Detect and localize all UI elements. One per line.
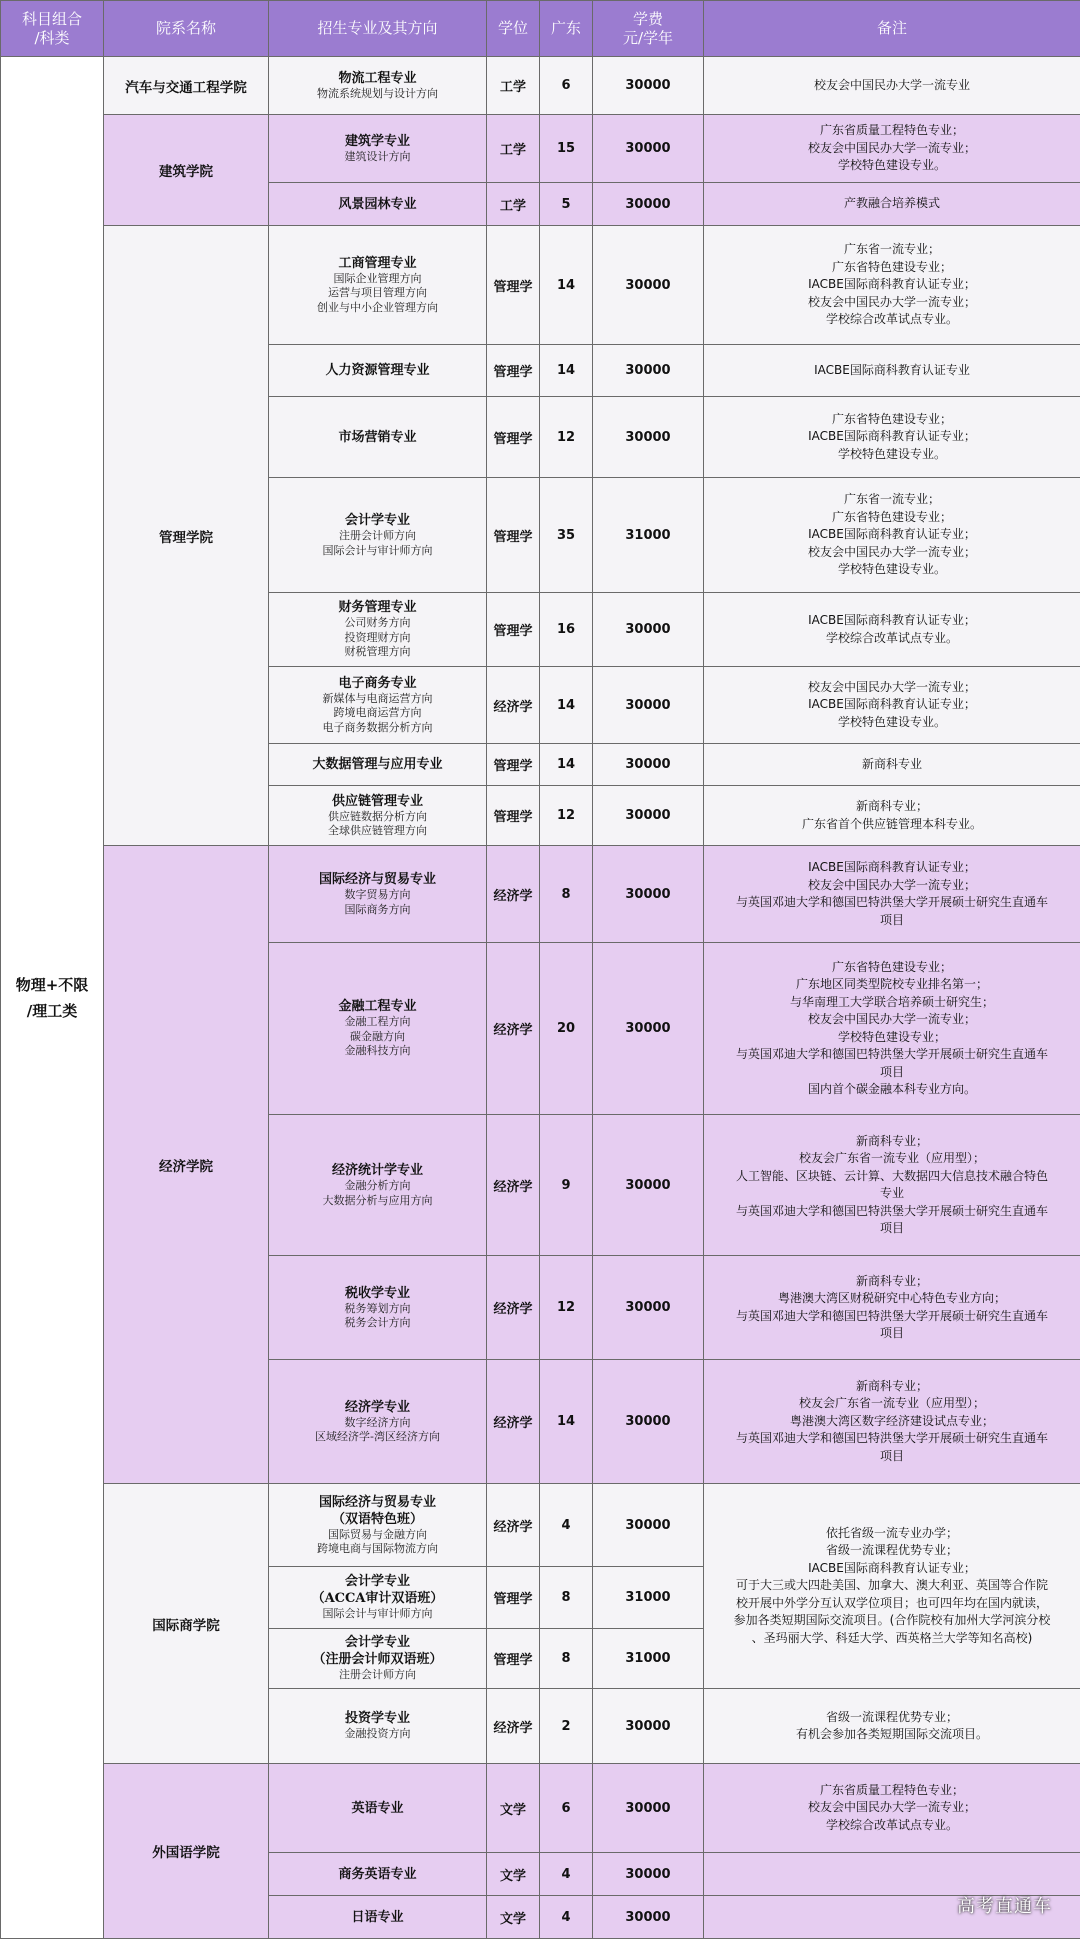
fee-cell: 31000 (593, 478, 704, 593)
remark-line: 广东省一流专业； (708, 491, 1076, 509)
major-direction: 国际企业管理方向 (273, 272, 482, 287)
remark-line: IACBE国际商科教育认证专业； (708, 696, 1076, 714)
major-name: 国际经济与贸易专业 （双语特色班） (273, 1494, 482, 1528)
major-cell (269, 345, 487, 397)
major-direction: 数字经济方向 (273, 1416, 482, 1431)
major-name: 商务英语专业 (273, 1866, 482, 1883)
remark-line: 广东省首个供应链管理本科专业。 (708, 816, 1076, 834)
remark-line: 校友会广东省一流专业（应用型）； (708, 1395, 1076, 1413)
category-cell: 物理+不限 /理工类 (1, 57, 104, 1939)
major-cell (269, 1853, 487, 1896)
quota-cell: 14 (540, 667, 593, 744)
degree-cell: 管理学 (487, 345, 540, 397)
major-cell (269, 1484, 487, 1567)
major-name: 供应链管理专业 (273, 793, 482, 810)
major-cell (269, 397, 487, 478)
remark-line: 校友会中国民办大学一流专业； (708, 1011, 1076, 1029)
fee-cell: 30000 (593, 943, 704, 1115)
major-direction: 金融科技方向 (273, 1044, 482, 1059)
school-name: 外国语学院 (104, 1764, 269, 1939)
remark-line: 产教融合培养模式 (708, 195, 1076, 213)
remark-line: 广东地区同类型院校专业排名第一； (708, 976, 1076, 994)
degree-cell: 管理学 (487, 226, 540, 345)
remark-cell (704, 115, 1080, 183)
remark-line: IACBE国际商科教育认证专业； (708, 276, 1076, 294)
fee-cell: 30000 (593, 1115, 704, 1256)
major-direction: 物流系统规划与设计方向 (273, 87, 482, 102)
remark-line: 广东省质量工程特色专业； (708, 1782, 1076, 1800)
major-direction: 财税管理方向 (273, 645, 482, 660)
major-direction: 全球供应链管理方向 (273, 824, 482, 839)
degree-cell: 经济学 (487, 1360, 540, 1484)
fee-cell: 30000 (593, 226, 704, 345)
remark-line: 可于大三或大四赴美国、加拿大、澳大利亚、英国等合作院 (708, 1577, 1076, 1595)
major-cell (269, 1896, 487, 1939)
major-name: 经济统计学专业 (273, 1162, 482, 1179)
remark-line: 校友会中国民办大学一流专业； (708, 544, 1076, 562)
remark-line: 校开展中外学分互认双学位项目；也可四年均在国内就读， (708, 1595, 1076, 1613)
degree-cell: 管理学 (487, 1567, 540, 1629)
quota-cell: 9 (540, 1115, 593, 1256)
major-name: 人力资源管理专业 (273, 362, 482, 379)
quota-cell: 20 (540, 943, 593, 1115)
major-direction: 区域经济学-湾区经济方向 (273, 1430, 482, 1445)
fee-cell: 30000 (593, 667, 704, 744)
table-row (1, 115, 1080, 183)
major-name: 市场营销专业 (273, 429, 482, 446)
major-name: 电子商务专业 (273, 675, 482, 692)
degree-cell: 经济学 (487, 667, 540, 744)
fee-cell: 31000 (593, 1567, 704, 1629)
major-name: 会计学专业 (273, 512, 482, 529)
remark-line: 与华南理工大学联合培养硕士研究生； (708, 994, 1076, 1012)
remark-cell (704, 744, 1080, 786)
major-cell (269, 943, 487, 1115)
remark-cell (704, 478, 1080, 593)
remark-line: 有机会参加各类短期国际交流项目。 (708, 1726, 1076, 1744)
header-fee: 学费 元/学年 (593, 1, 704, 57)
quota-cell: 12 (540, 1256, 593, 1360)
major-direction: 运营与项目管理方向 (273, 286, 482, 301)
major-direction: 数字贸易方向 (273, 888, 482, 903)
fee-cell: 30000 (593, 1484, 704, 1567)
quota-cell: 15 (540, 115, 593, 183)
remark-line: 省级一流课程优势专业； (708, 1709, 1076, 1727)
fee-cell: 31000 (593, 1629, 704, 1689)
major-direction: 投资理财方向 (273, 631, 482, 646)
remark-line: 校友会中国民办大学一流专业； (708, 140, 1076, 158)
remark-cell (704, 183, 1080, 226)
remark-line: IACBE国际商科教育认证专业； (708, 1560, 1076, 1578)
major-direction: 创业与中小企业管理方向 (273, 301, 482, 316)
degree-cell: 经济学 (487, 1115, 540, 1256)
quota-cell: 2 (540, 1689, 593, 1764)
remark-line: 广东省质量工程特色专业； (708, 122, 1076, 140)
degree-cell: 管理学 (487, 593, 540, 667)
remark-line: 粤港澳大湾区财税研究中心特色专业方向； (708, 1290, 1076, 1308)
remark-line: 项目 (708, 912, 1076, 930)
major-direction: 建筑设计方向 (273, 150, 482, 165)
header-quota: 广东 (540, 1, 593, 57)
degree-cell: 经济学 (487, 846, 540, 943)
major-cell (269, 1629, 487, 1689)
remark-line: 国内首个碳金融本科专业方向。 (708, 1081, 1076, 1099)
remark-line: 学校综合改革试点专业。 (708, 311, 1076, 329)
degree-cell: 工学 (487, 115, 540, 183)
quota-cell: 35 (540, 478, 593, 593)
school-name: 国际商学院 (104, 1484, 269, 1764)
quota-cell: 14 (540, 744, 593, 786)
fee-cell: 30000 (593, 345, 704, 397)
quota-cell: 4 (540, 1853, 593, 1896)
remark-cell (704, 846, 1080, 943)
major-cell (269, 1256, 487, 1360)
remark-line: 项目 (708, 1220, 1076, 1238)
remark-line: 校友会中国民办大学一流专业； (708, 294, 1076, 312)
major-cell (269, 846, 487, 943)
remark-line: 粤港澳大湾区数字经济建设试点专业； (708, 1413, 1076, 1431)
remark-cell (704, 1484, 1080, 1689)
remark-cell (704, 1689, 1080, 1764)
fee-cell: 30000 (593, 1764, 704, 1853)
header-row (1, 1, 1080, 57)
major-direction: 税务会计方向 (273, 1316, 482, 1331)
remark-line: 与英国邓迪大学和德国巴特洪堡大学开展硕士研究生直通车 (708, 1430, 1076, 1448)
header-school: 院系名称 (104, 1, 269, 57)
remark-line: 校友会中国民办大学一流专业； (708, 679, 1076, 697)
major-cell (269, 1764, 487, 1853)
fee-cell: 30000 (593, 786, 704, 846)
major-direction: 税务筹划方向 (273, 1302, 482, 1317)
major-name: 税收学专业 (273, 1285, 482, 1302)
remark-line: 广东省特色建设专业； (708, 259, 1076, 277)
major-direction: 大数据分析与应用方向 (273, 1194, 482, 1209)
remark-line: 与英国邓迪大学和德国巴特洪堡大学开展硕士研究生直通车 (708, 1046, 1076, 1064)
major-name: 建筑学专业 (273, 133, 482, 150)
remark-cell (704, 345, 1080, 397)
degree-cell: 经济学 (487, 1689, 540, 1764)
remark-cell (704, 593, 1080, 667)
table-row (1, 846, 1080, 943)
major-name: 财务管理专业 (273, 599, 482, 616)
major-direction: 注册会计师方向 (273, 529, 482, 544)
major-name: 物流工程专业 (273, 70, 482, 87)
quota-cell: 4 (540, 1896, 593, 1939)
degree-cell: 经济学 (487, 1484, 540, 1567)
major-direction: 公司财务方向 (273, 616, 482, 631)
remark-line: 项目 (708, 1448, 1076, 1466)
fee-cell: 30000 (593, 1896, 704, 1939)
quota-cell: 5 (540, 183, 593, 226)
major-name: 投资学专业 (273, 1710, 482, 1727)
degree-cell: 工学 (487, 57, 540, 115)
major-direction: 供应链数据分析方向 (273, 810, 482, 825)
degree-cell: 管理学 (487, 478, 540, 593)
header-category: 科目组合 /科类 (1, 1, 104, 57)
fee-cell: 30000 (593, 183, 704, 226)
major-cell (269, 744, 487, 786)
degree-cell: 管理学 (487, 397, 540, 478)
major-direction: 新媒体与电商运营方向 (273, 692, 482, 707)
quota-cell: 12 (540, 786, 593, 846)
remark-cell (704, 1256, 1080, 1360)
remark-line: 省级一流课程优势专业； (708, 1542, 1076, 1560)
major-name: 工商管理专业 (273, 255, 482, 272)
quota-cell: 8 (540, 1629, 593, 1689)
fee-cell: 30000 (593, 1360, 704, 1484)
degree-cell: 经济学 (487, 1256, 540, 1360)
remark-line: 学校综合改革试点专业。 (708, 630, 1076, 648)
major-direction: 国际商务方向 (273, 903, 482, 918)
major-direction: 国际贸易与金融方向 (273, 1528, 482, 1543)
major-name: 会计学专业 （注册会计师双语班） (273, 1634, 482, 1668)
remark-line: 学校特色建设专业； (708, 1029, 1076, 1047)
major-name: 金融工程专业 (273, 998, 482, 1015)
remark-cell (704, 57, 1080, 115)
remark-cell (704, 1115, 1080, 1256)
quota-cell: 6 (540, 1764, 593, 1853)
major-cell (269, 1689, 487, 1764)
quota-cell: 14 (540, 226, 593, 345)
remark-line: 学校特色建设专业。 (708, 561, 1076, 579)
fee-cell: 30000 (593, 593, 704, 667)
table-row (1, 1484, 1080, 1567)
major-name: 日语专业 (273, 1909, 482, 1926)
remark-line: 与英国邓迪大学和德国巴特洪堡大学开展硕士研究生直通车 (708, 1308, 1076, 1326)
major-name: 英语专业 (273, 1800, 482, 1817)
remark-line: 新商科专业； (708, 1378, 1076, 1396)
school-name: 建筑学院 (104, 115, 269, 226)
remark-line: 人工智能、区块链、云计算、大数据四大信息技术融合特色 (708, 1168, 1076, 1186)
major-cell (269, 1567, 487, 1629)
remark-line: IACBE国际商科教育认证专业； (708, 428, 1076, 446)
remark-cell (704, 397, 1080, 478)
quota-cell: 14 (540, 1360, 593, 1484)
header-major: 招生专业及其方向 (269, 1, 487, 57)
major-cell (269, 478, 487, 593)
school-name: 经济学院 (104, 846, 269, 1484)
remark-line: 与英国邓迪大学和德国巴特洪堡大学开展硕士研究生直通车 (708, 894, 1076, 912)
fee-cell: 30000 (593, 57, 704, 115)
remark-cell (704, 1360, 1080, 1484)
degree-cell: 管理学 (487, 786, 540, 846)
remark-line: 项目 (708, 1064, 1076, 1082)
major-name: 国际经济与贸易专业 (273, 871, 482, 888)
major-name: 会计学专业 （ACCA审计双语班） (273, 1573, 482, 1607)
quota-cell: 8 (540, 846, 593, 943)
remark-cell (704, 1764, 1080, 1853)
table-row (1, 226, 1080, 345)
remark-cell (704, 786, 1080, 846)
major-direction: 碳金融方向 (273, 1030, 482, 1045)
fee-cell: 30000 (593, 846, 704, 943)
remark-line: 广东省一流专业； (708, 241, 1076, 259)
remark-line: IACBE国际商科教育认证专业； (708, 859, 1076, 877)
remark-cell (704, 1853, 1080, 1896)
major-cell (269, 226, 487, 345)
major-cell (269, 183, 487, 226)
header-degree: 学位 (487, 1, 540, 57)
major-cell (269, 593, 487, 667)
remark-line: 与英国邓迪大学和德国巴特洪堡大学开展硕士研究生直通车 (708, 1203, 1076, 1221)
remark-line: IACBE国际商科教育认证专业 (708, 362, 1076, 380)
remark-line: 参加各类短期国际交流项目。(合作院校有加州大学河滨分校 (708, 1612, 1076, 1630)
remark-line: 学校综合改革试点专业。 (708, 1817, 1076, 1835)
remark-line: 新商科专业； (708, 798, 1076, 816)
remark-line: 广东省特色建设专业； (708, 509, 1076, 527)
degree-cell: 经济学 (487, 943, 540, 1115)
table-row (1, 57, 1080, 115)
remark-line: 校友会中国民办大学一流专业 (708, 77, 1076, 95)
remark-line: 、圣玛丽大学、科廷大学、西英格兰大学等知名高校) (708, 1630, 1076, 1648)
remark-line: 专业 (708, 1185, 1076, 1203)
quota-cell: 6 (540, 57, 593, 115)
school-name: 汽车与交通工程学院 (104, 57, 269, 115)
table-row (1, 1764, 1080, 1853)
major-cell (269, 667, 487, 744)
remark-line: 学校特色建设专业。 (708, 446, 1076, 464)
fee-cell: 30000 (593, 115, 704, 183)
school-name: 管理学院 (104, 226, 269, 846)
degree-cell: 文学 (487, 1896, 540, 1939)
remark-line: 校友会广东省一流专业（应用型）； (708, 1150, 1076, 1168)
quota-cell: 8 (540, 1567, 593, 1629)
major-direction: 金融投资方向 (273, 1727, 482, 1742)
major-direction: 金融工程方向 (273, 1015, 482, 1030)
fee-cell: 30000 (593, 1689, 704, 1764)
remark-line: 广东省特色建设专业； (708, 959, 1076, 977)
remark-line: 学校特色建设专业。 (708, 157, 1076, 175)
remark-cell (704, 667, 1080, 744)
major-name: 经济学专业 (273, 1399, 482, 1416)
fee-cell: 30000 (593, 1853, 704, 1896)
major-cell (269, 1115, 487, 1256)
remark-line: IACBE国际商科教育认证专业； (708, 612, 1076, 630)
remark-line: 校友会中国民办大学一流专业； (708, 877, 1076, 895)
remark-line: 学校特色建设专业。 (708, 714, 1076, 732)
quota-cell: 12 (540, 397, 593, 478)
major-direction: 电子商务数据分析方向 (273, 721, 482, 736)
degree-cell: 管理学 (487, 744, 540, 786)
quota-cell: 14 (540, 345, 593, 397)
watermark: 高考直通车 (957, 1892, 1052, 1918)
major-direction: 国际会计与审计师方向 (273, 1607, 482, 1622)
degree-cell: 管理学 (487, 1629, 540, 1689)
degree-cell: 文学 (487, 1764, 540, 1853)
major-name: 风景园林专业 (273, 196, 482, 213)
major-direction: 金融分析方向 (273, 1179, 482, 1194)
major-cell (269, 57, 487, 115)
quota-cell: 4 (540, 1484, 593, 1567)
remark-line: 依托省级一流专业办学； (708, 1525, 1076, 1543)
major-cell (269, 1360, 487, 1484)
remark-line: IACBE国际商科教育认证专业； (708, 526, 1076, 544)
remark-line: 校友会中国民办大学一流专业； (708, 1799, 1076, 1817)
degree-cell: 文学 (487, 1853, 540, 1896)
fee-cell: 30000 (593, 397, 704, 478)
degree-cell: 工学 (487, 183, 540, 226)
table-body (1, 57, 1080, 1939)
major-direction: 国际会计与审计师方向 (273, 544, 482, 559)
remark-line: 新商科专业； (708, 1133, 1076, 1151)
major-name: 大数据管理与应用专业 (273, 756, 482, 773)
major-direction: 注册会计师方向 (273, 1668, 482, 1683)
fee-cell: 30000 (593, 1256, 704, 1360)
quota-cell: 16 (540, 593, 593, 667)
major-direction: 跨境电商与国际物流方向 (273, 1542, 482, 1557)
remark-line: 新商科专业 (708, 756, 1076, 774)
fee-cell: 30000 (593, 744, 704, 786)
header-remark: 备注 (704, 1, 1080, 57)
major-cell (269, 786, 487, 846)
remark-line: 项目 (708, 1325, 1076, 1343)
major-cell (269, 115, 487, 183)
remark-cell (704, 943, 1080, 1115)
remark-line: 广东省特色建设专业； (708, 411, 1076, 429)
major-direction: 跨境电商运营方向 (273, 706, 482, 721)
remark-line: 新商科专业； (708, 1273, 1076, 1291)
remark-cell (704, 226, 1080, 345)
